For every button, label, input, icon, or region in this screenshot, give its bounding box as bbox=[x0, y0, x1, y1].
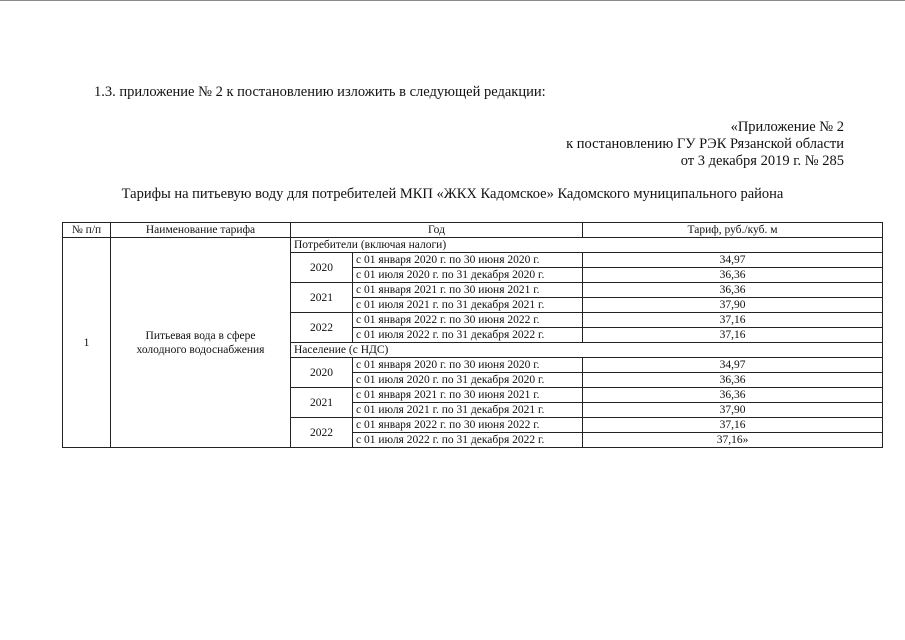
tariff-value: 37,16 bbox=[583, 313, 883, 328]
row-number: 1 bbox=[63, 238, 111, 448]
tariff-value: 37,16» bbox=[583, 433, 883, 448]
appendix-line-2: к постановлению ГУ РЭК Рязанской области bbox=[566, 136, 844, 152]
tariff-name-cell bbox=[111, 238, 291, 448]
header-tariff: Тариф, руб./куб. м bbox=[583, 223, 883, 238]
year-cell: 2020 bbox=[291, 253, 353, 283]
year-cell: 2022 bbox=[291, 313, 353, 343]
period-cell: с 01 января 2021 г. по 30 июня 2021 г. bbox=[353, 283, 583, 298]
period-cell: с 01 января 2022 г. по 30 июня 2022 г. bbox=[353, 418, 583, 433]
period-cell: с 01 июля 2022 г. по 31 декабря 2022 г. bbox=[353, 433, 583, 448]
tariff-value: 37,90 bbox=[583, 403, 883, 418]
tariff-value: 36,36 bbox=[583, 268, 883, 283]
period-cell: с 01 января 2020 г. по 30 июня 2020 г. bbox=[353, 253, 583, 268]
tariff-name-line-2: холодного водоснабжения bbox=[136, 343, 265, 356]
period-cell: с 01 июля 2020 г. по 31 декабря 2020 г. bbox=[353, 373, 583, 388]
period-cell: с 01 января 2021 г. по 30 июня 2021 г. bbox=[353, 388, 583, 403]
header-num: № п/п bbox=[63, 223, 111, 238]
year-cell: 2022 bbox=[291, 418, 353, 448]
tariff-value: 34,97 bbox=[583, 253, 883, 268]
tariff-value: 37,16 bbox=[583, 328, 883, 343]
period-cell: с 01 июля 2021 г. по 31 декабря 2021 г. bbox=[353, 298, 583, 313]
tariff-table bbox=[62, 222, 883, 448]
header-year: Год bbox=[291, 223, 583, 238]
table-header-row bbox=[63, 223, 883, 238]
period-cell: с 01 июля 2022 г. по 31 декабря 2022 г. bbox=[353, 328, 583, 343]
period-cell: с 01 января 2022 г. по 30 июня 2022 г. bbox=[353, 313, 583, 328]
appendix-line-1: «Приложение № 2 bbox=[730, 119, 844, 135]
page-top-edge bbox=[0, 0, 905, 1]
year-cell: 2021 bbox=[291, 388, 353, 418]
appendix-reference bbox=[566, 119, 844, 170]
tariff-value: 34,97 bbox=[583, 358, 883, 373]
header-name: Наименование тарифа bbox=[111, 223, 291, 238]
appendix-line-3: от 3 декабря 2019 г. № 285 bbox=[680, 153, 844, 169]
tariff-value: 37,90 bbox=[583, 298, 883, 313]
period-cell: с 01 июля 2020 г. по 31 декабря 2020 г. bbox=[353, 268, 583, 283]
tariff-value: 36,36 bbox=[583, 283, 883, 298]
document-title: Тарифы на питьевую воду для потребителей МКП «ЖКХ Кадомское» Кадомского муниципального района bbox=[121, 186, 784, 202]
period-cell: с 01 июля 2021 г. по 31 декабря 2021 г. bbox=[353, 403, 583, 418]
group-label: Потребители (включая налоги) bbox=[291, 238, 883, 253]
tariff-value: 36,36 bbox=[583, 373, 883, 388]
period-cell: с 01 января 2020 г. по 30 июня 2020 г. bbox=[353, 358, 583, 373]
tariff-name-line-1: Питьевая вода в сфере bbox=[145, 329, 256, 342]
intro-paragraph: 1.3. приложение № 2 к постановлению изложить в следующей редакции: bbox=[94, 84, 546, 100]
tariff-value: 37,16 bbox=[583, 418, 883, 433]
year-cell: 2020 bbox=[291, 358, 353, 388]
group-label: Население (с НДС) bbox=[291, 343, 883, 358]
tariff-value: 36,36 bbox=[583, 388, 883, 403]
year-cell: 2021 bbox=[291, 283, 353, 313]
table-row bbox=[63, 238, 883, 253]
